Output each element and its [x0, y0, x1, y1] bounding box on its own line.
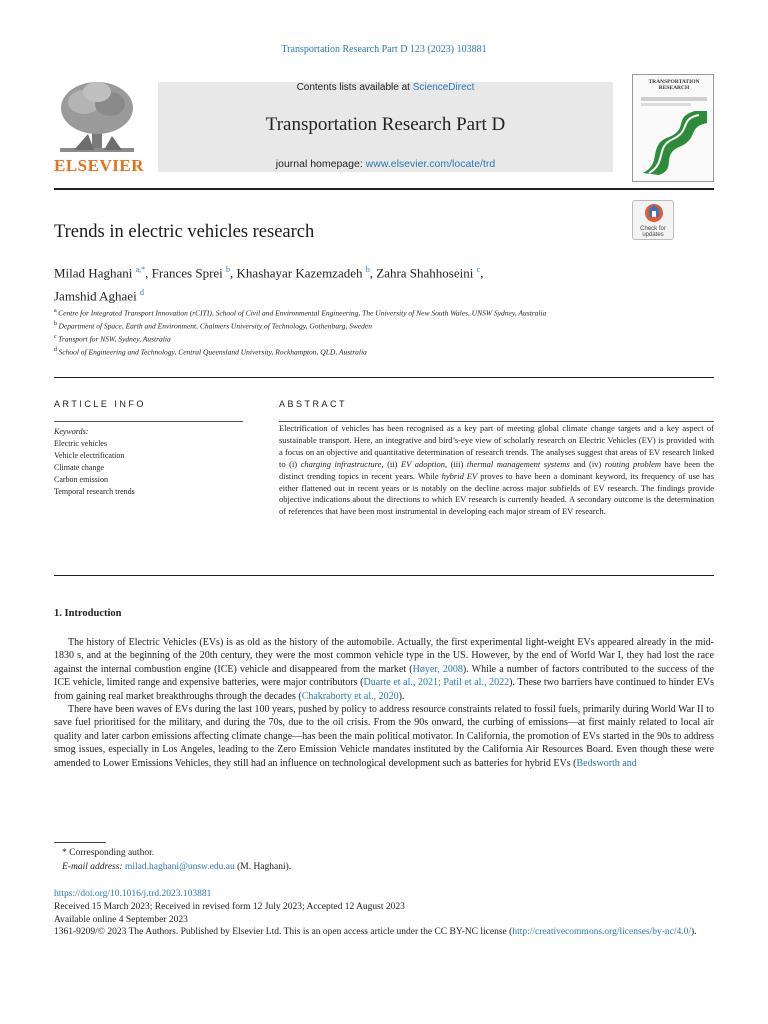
- journal-cover-thumbnail[interactable]: [632, 74, 714, 182]
- author-name[interactable]: Frances Sprei: [151, 265, 223, 281]
- affiliation-item: $^a$ Centre for Integrated Transport Innovation (rCITI), School of Civil and Environmental Engineering, The University of New South Wales, UNSW Sydney, Australia: [54, 308, 547, 318]
- license-link[interactable]: http://creativecommons.org/licenses/by-nc/4.0/: [512, 927, 692, 938]
- journal-homepage-line: [158, 158, 613, 170]
- article-info-heading: ARTICLE INFO: [54, 399, 146, 409]
- received-dates: Received 15 March 2023; Received in revised form 12 July 2023; Accepted 12 August 2023: [54, 901, 405, 912]
- citation-link[interactable]: Duarte et al., 2021; Patil et al., 2022: [363, 677, 510, 689]
- affiliations: [54, 306, 634, 358]
- abstract-bottom-rule: [54, 575, 714, 576]
- author-name[interactable]: Milad Haghani: [54, 265, 133, 281]
- cover-title: TRANSPORTATION RESEARCH: [648, 79, 700, 91]
- intro-paragraph-2: There have been waves of EVs during the last 100 years, pushed by policy to address resource constraints related to fossil fuels, primarily during World War II to save fuel prioritised for the military, and during the 70s, due to the oil crisis. From the 90s onward, the curbing of emissions—at first mainly related to local air quality and later carbon emissions affecting climate change—has been the main political motivator. In California, the promotion of EVs started in the 90s to address smog issues, especially in Los Angeles, leading to the Zero Emission Vehicle mandates instituted by the California Air Resources Board. Even though these were amended to Lower Emissions Vehicles, they still had an influence on technological development such as batteries for hybrid EVs (Bedsworth and: [54, 704, 714, 769]
- journal-name: Transportation Research Part D: [265, 114, 506, 135]
- article-title: Trends in electric vehicles research: [54, 222, 315, 242]
- introduction-body: [54, 636, 714, 770]
- author-separator: ,: [230, 265, 237, 281]
- divider-rule: [54, 377, 714, 378]
- available-online-date: Available online 4 September 2023: [54, 914, 188, 925]
- citation-link[interactable]: Høyer, 2008: [412, 663, 463, 675]
- keywords-block: [54, 426, 243, 498]
- abstract-heading: ABSTRACT: [279, 399, 348, 409]
- citation-link[interactable]: Chakraborty et al., 2020: [301, 690, 399, 702]
- section-heading-introduction: 1. Introduction: [54, 608, 122, 619]
- author-name[interactable]: Jamshid Aghaei: [54, 288, 137, 304]
- affiliation-item: $^d$ School of Engineering and Technology, Central Queensland University, Rockhampton, QLD, Australia: [54, 347, 367, 357]
- affiliation-item: $^b$ Department of Space, Earth and Environment, Chalmers University of Technology, Gothenburg, Sweden: [54, 321, 373, 331]
- keyword-item[interactable]: Carbon emission: [54, 475, 108, 484]
- homepage-prefix: journal homepage:: [275, 158, 366, 170]
- contents-prefix: Contents lists available at: [296, 82, 413, 93]
- author-name[interactable]: Zahra Shahhoseini: [376, 265, 474, 281]
- sciencedirect-link[interactable]: ScienceDirect: [412, 82, 475, 93]
- author-affiliation-marker[interactable]: c: [476, 265, 481, 274]
- journal-homepage-link[interactable]: www.elsevier.com/locate/trd: [365, 158, 496, 170]
- elsevier-wordmark: ELSEVIER: [54, 156, 144, 175]
- crossmark-icon: [633, 201, 675, 225]
- corresponding-author-note: * Corresponding author.: [62, 848, 155, 858]
- author-separator: ,: [480, 265, 484, 281]
- abstract-rule: [279, 421, 714, 422]
- footnote-rule: [54, 842, 106, 843]
- header-rule: [54, 188, 714, 190]
- author-email-link[interactable]: milad.haghani@unsw.edu.au: [124, 861, 235, 872]
- author-affiliation-marker[interactable]: a,*: [135, 265, 146, 274]
- keywords-label: Keywords:: [54, 427, 89, 436]
- footnotes: [54, 847, 714, 874]
- article-info-rule: [54, 421, 243, 422]
- author-separator: ,: [369, 265, 377, 281]
- license-statement: 1361-9209/© 2023 The Authors. Published by Elsevier Ltd. This is an open access article under the CC BY-NC license (http://creativecommons.org/licenses/by-nc/4.0/).: [54, 927, 697, 938]
- email-note: E-mail address: milad.haghani@unsw.edu.au (M. Haghani).: [62, 861, 292, 872]
- author-affiliation-marker[interactable]: b: [365, 265, 370, 274]
- author-separator: ,: [145, 265, 152, 281]
- author-affiliation-marker[interactable]: b: [226, 265, 231, 274]
- keyword-item[interactable]: Electric vehicles: [54, 439, 108, 448]
- journal-citation[interactable]: Transportation Research Part D 123 (2023) 103881: [281, 44, 487, 55]
- contents-line: [158, 82, 613, 94]
- keyword-item[interactable]: Climate change: [54, 463, 104, 472]
- publication-info: [54, 888, 714, 939]
- author-list: [54, 260, 634, 307]
- abstract-text: Electrification of vehicles has been recognised as a key part of meeting global climate change targets and a key aspect of sustainable transport. Here, an integrative and bird’s-eye view of scholarly research on Electric Vehicles (EV) is provided with a focus on an objective and quantitative determination of research trends. The analyses suggest that areas of EV research linked to (i) charging infrastructure, (ii) EV adoption, (iii) thermal management systems and (iv) routing problem have been the distinct trending topics in recent years. While hybrid EV proves to have been a dominant keyword, its frequency of use has either flattened out in recent years or is notably on the decline across major subfields of EV research. The findings provide objective indications about the directions to which EV research is currently headed. A secondary outcome is the determination of references that have been most instrumental in developing each major stream of EV research.: [279, 423, 715, 517]
- keyword-item[interactable]: Vehicle electrification: [54, 451, 125, 460]
- doi-link[interactable]: https://doi.org/10.1016/j.trd.2023.103881: [54, 889, 212, 899]
- author-name[interactable]: Khashayar Kazemzadeh: [236, 265, 363, 281]
- cover-road-art: [633, 75, 714, 182]
- affiliation-item: $^c$ Transport for NSW, Sydney, Australia: [54, 334, 171, 344]
- intro-paragraph-1: The history of Electric Vehicles (EVs) is as old as the history of the automobile. Actually, the first experimental light-weight EVs appeared already in the mid-1830 s, and at the beginning of the 20th century, they were the most common vehicle type in the US. However, by the end of World War I, they had lost the race against the internal combustion engine (ICE) vehicle and disappeared from the market (Høyer, 2008). While a number of factors contributed to the success of the ICE vehicle, limited range and expensive batteries, were major contributors (Duarte et al., 2021; Patil et al., 2022). These two barriers have continued to hinder EVs from gaining real market breakthroughs through the decades (Chakraborty et al., 2020).: [54, 637, 715, 702]
- keyword-item[interactable]: Temporal research trends: [54, 487, 135, 496]
- check-for-updates-label: Check for updates: [640, 226, 666, 238]
- citation-link[interactable]: Bedsworth and: [576, 757, 637, 769]
- author-affiliation-marker[interactable]: d: [139, 288, 144, 298]
